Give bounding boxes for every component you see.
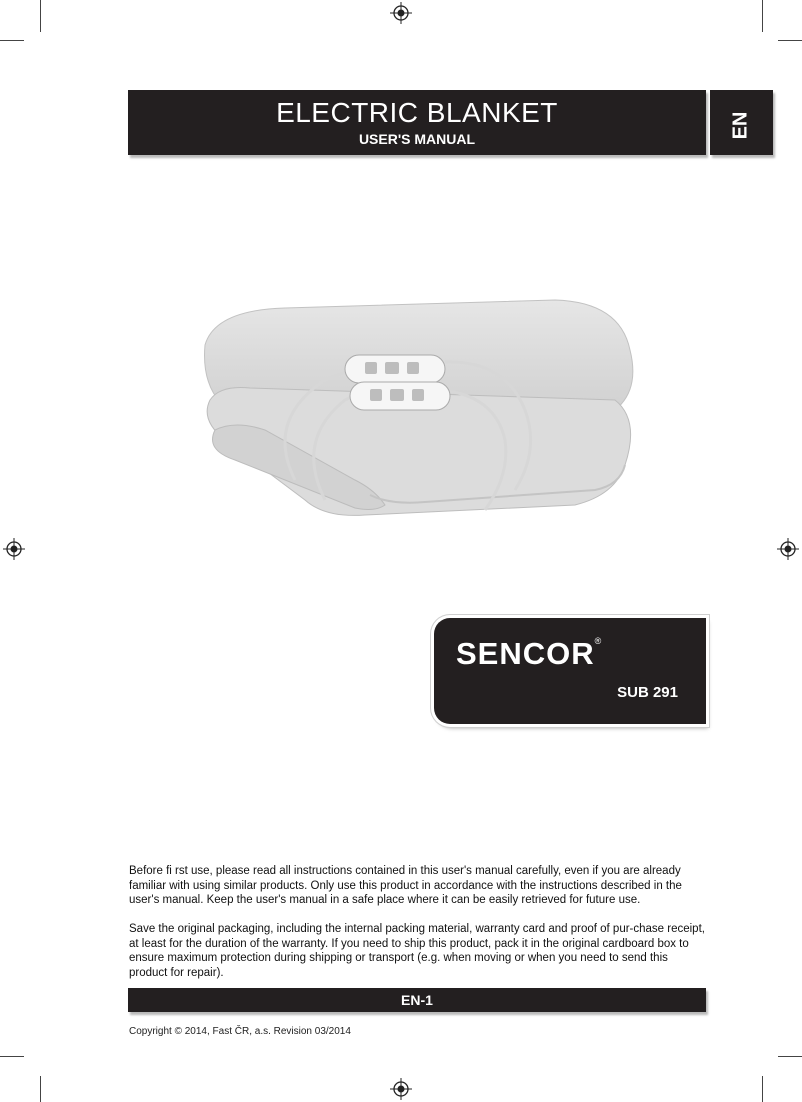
registration-mark-icon bbox=[390, 1078, 412, 1100]
document-title: ELECTRIC BLANKET bbox=[276, 97, 558, 128]
page-number-bar bbox=[128, 988, 706, 1012]
page-number: EN-1 bbox=[401, 992, 433, 1008]
crop-mark bbox=[0, 1056, 24, 1057]
language-tab bbox=[710, 90, 773, 155]
brand-logo: SENCOR® bbox=[456, 636, 603, 671]
crop-mark bbox=[40, 0, 41, 32]
crop-mark bbox=[762, 0, 763, 32]
packaging-paragraph: Save the original packaging, including the internal packing material, warranty card and proof of pur-chase receipt, at least for the duration of the warranty. If you need to ship this product, pack it in the original cardboard box to ensure maximum protection during shipping or transport (e.g. when moving or when you need to send this product for repair). bbox=[129, 923, 705, 979]
registration-mark-icon bbox=[390, 2, 412, 24]
intro-paragraph: Before fi rst use, please read all instructions contained in this user's manual carefully, even if you are already familiar with using similar products. Only use this product in accordance with the instructions described in the user's manual. Keep the user's manual in a safe place where it can be easily retrieved for future use. bbox=[129, 865, 682, 906]
crop-mark bbox=[778, 1056, 802, 1057]
model-number: SUB 291 bbox=[617, 684, 678, 701]
crop-mark bbox=[0, 40, 24, 41]
registration-mark-icon bbox=[3, 538, 25, 560]
brand-panel bbox=[434, 618, 706, 724]
copyright-notice: Copyright © 2014, Fast ČR, a.s. Revision 03/2014 bbox=[129, 1026, 351, 1037]
crop-mark bbox=[40, 1076, 41, 1102]
registration-mark-icon bbox=[777, 538, 799, 560]
product-image bbox=[195, 290, 645, 540]
crop-mark bbox=[762, 1076, 763, 1102]
document-subtitle: USER'S MANUAL bbox=[358, 131, 476, 147]
crop-mark bbox=[778, 40, 802, 41]
title-banner bbox=[128, 90, 706, 155]
language-code: EN bbox=[729, 111, 752, 140]
